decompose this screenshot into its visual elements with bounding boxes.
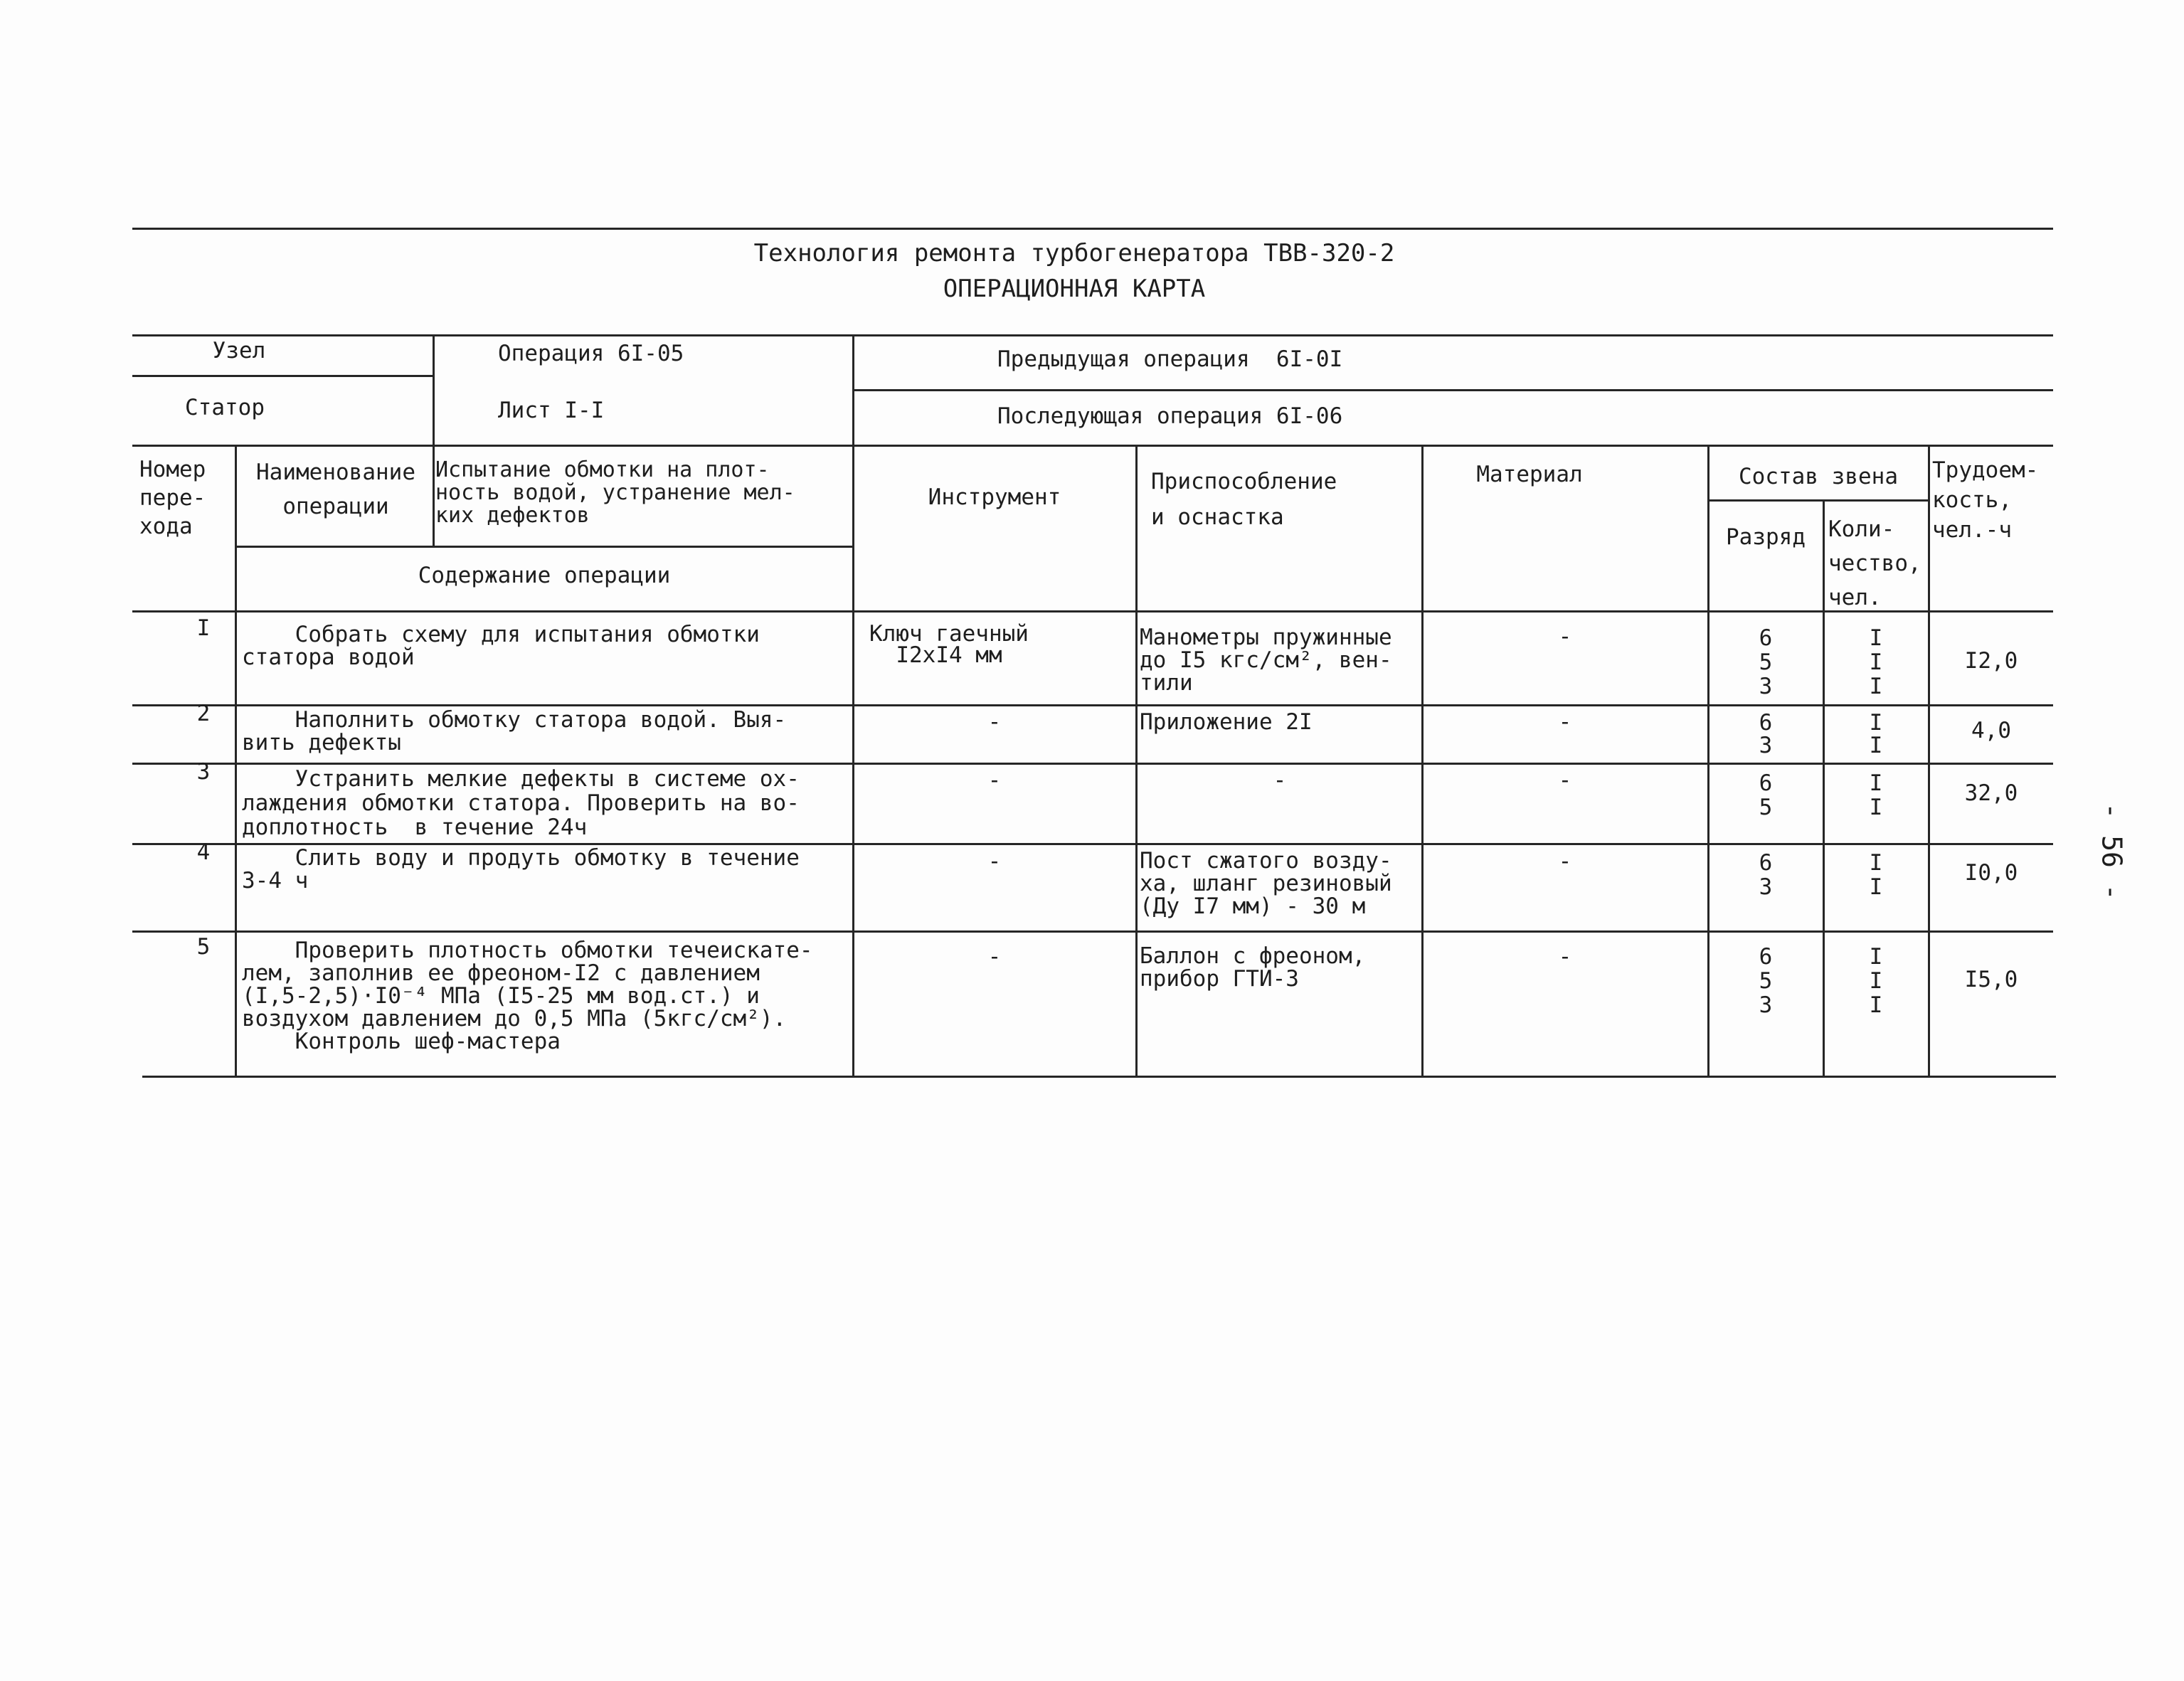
row-1-grade: 6 5 3	[1759, 625, 1773, 699]
col-div-info-2	[852, 334, 854, 445]
opname-divider	[236, 546, 852, 548]
document-title: Технология ремонта турбогенератора ТВВ-320-2	[753, 239, 1395, 267]
row-2-bottom	[132, 763, 2053, 765]
row-5-fixture: Баллон с фреоном, прибор ГТИ-3	[1140, 943, 1366, 992]
row-2-material: -	[1558, 709, 1572, 735]
row-5-grade: 6 5 3	[1759, 944, 1773, 1018]
row-4-labor: I0,0	[1964, 860, 2018, 886]
row-5-number: 5	[196, 934, 211, 960]
table-bottom-rule	[142, 1076, 2056, 1078]
row-1-number: I	[196, 615, 211, 641]
header-crew: Состав звена	[1739, 464, 1898, 489]
row-1-labor: I2,0	[1964, 648, 2018, 674]
node-divider	[132, 375, 434, 377]
row-1-quantity: I I I	[1869, 625, 1883, 699]
col-div-tool	[1135, 445, 1138, 1076]
page-number: - 56 -	[2096, 802, 2128, 901]
row-2-content: Наполнить обмотку статора водой. Выя- вить дефекты	[242, 707, 787, 755]
row-3-quantity: I I	[1869, 770, 1883, 820]
document-subtitle: ОПЕРАЦИОННАЯ КАРТА	[943, 275, 1206, 303]
row-1-bottom	[132, 704, 2053, 706]
header-quantity: Коли- чество, чел.	[1828, 516, 1921, 610]
header-bottom-rule	[132, 610, 2053, 613]
row-4-material: -	[1558, 849, 1572, 874]
row-4-grade: 6 3	[1759, 850, 1773, 900]
col-div-content	[852, 445, 854, 1076]
sheet-number: Лист I-I	[498, 398, 605, 423]
row-3-fixture: -	[1273, 768, 1287, 793]
row-3-content: Устранить мелкие дефекты в системе ох- лаждения обмотки статора. Проверить на во- доплотность в течение 24ч	[242, 766, 800, 840]
row-4-fixture: Пост сжатого возду- ха, шланг резиновый (Ду I7 мм) - 30 м	[1140, 848, 1392, 919]
row-2-quantity: I I	[1869, 710, 1883, 758]
row-1-tool: Ключ гаечный I2xI4 мм	[869, 621, 1029, 668]
row-4-tool: -	[987, 849, 1002, 874]
table-top-rule	[132, 334, 2053, 336]
col-div-info-1	[433, 334, 435, 445]
header-content: Содержание операции	[418, 563, 671, 588]
node-value: Статор	[185, 395, 265, 420]
header-top-rule	[132, 445, 2053, 447]
header-op-name-label: Наименование операции	[256, 460, 415, 519]
row-1-fixture: Манометры пружинные до I5 кгс/см², вен- тили	[1140, 625, 1392, 696]
row-2-labor: 4,0	[1971, 718, 2011, 743]
next-operation: Последующая операция 6I-06	[997, 403, 1343, 429]
row-4-number: 4	[196, 839, 211, 865]
operation-code: Операция 6I-05	[498, 341, 684, 366]
header-tool: Инструмент	[928, 484, 1061, 510]
row-2-tool: -	[987, 709, 1002, 735]
header-material: Материал	[1476, 462, 1583, 487]
row-3-tool: -	[987, 768, 1002, 793]
previous-operation: Предыдущая операция 6I-0I	[997, 346, 1343, 372]
top-rule	[132, 228, 2053, 230]
header-labor: Трудоем- кость, чел.-ч	[1932, 457, 2039, 543]
header-op-name-value: Испытание обмотки на плот- ность водой, устранение мел- ких дефектов	[435, 457, 795, 528]
row-5-content: Проверить плотность обмотки течеискате- лем, заполнив ее фреоном-I2 с давлением (I,5-2,5)·I0⁻⁴ МПа (I5-25 мм вод.ст.) и воздухом давлением до 0,5 МПа (5кгс/см²). Контроль шеф-мастера	[242, 938, 813, 1054]
row-1-content: Собрать схему для испытания обмотки статора водой	[242, 622, 760, 670]
row-2-grade: 6 3	[1759, 710, 1773, 758]
row-2-fixture: Приложение 2I	[1140, 709, 1313, 735]
row-5-tool: -	[987, 944, 1002, 970]
row-3-labor: 32,0	[1964, 780, 2018, 806]
row-3-grade: 6 5	[1759, 770, 1773, 820]
row-1-material: -	[1558, 624, 1572, 649]
row-4-bottom	[132, 930, 2053, 933]
header-fixture: Приспособление и оснастка	[1151, 469, 1337, 530]
row-4-content: Слить воду и продуть обмотку в течение 3-4 ч	[242, 845, 800, 893]
row-3-material: -	[1558, 768, 1572, 793]
row-5-labor: I5,0	[1964, 967, 2018, 992]
row-3-number: 3	[196, 759, 211, 785]
header-number: Номер пере- хода	[139, 457, 206, 539]
col-div-fixture	[1421, 445, 1424, 1076]
col-div-opname	[433, 445, 435, 546]
info-divider	[854, 389, 2053, 391]
crew-divider	[1709, 499, 1929, 502]
node-label: Узел	[212, 338, 266, 364]
header-grade: Разряд	[1726, 524, 1806, 550]
row-2-number: 2	[196, 701, 211, 726]
row-5-quantity: I I I	[1869, 944, 1883, 1018]
col-div-number	[235, 445, 237, 1076]
row-4-quantity: I I	[1869, 850, 1883, 900]
row-5-material: -	[1558, 944, 1572, 970]
